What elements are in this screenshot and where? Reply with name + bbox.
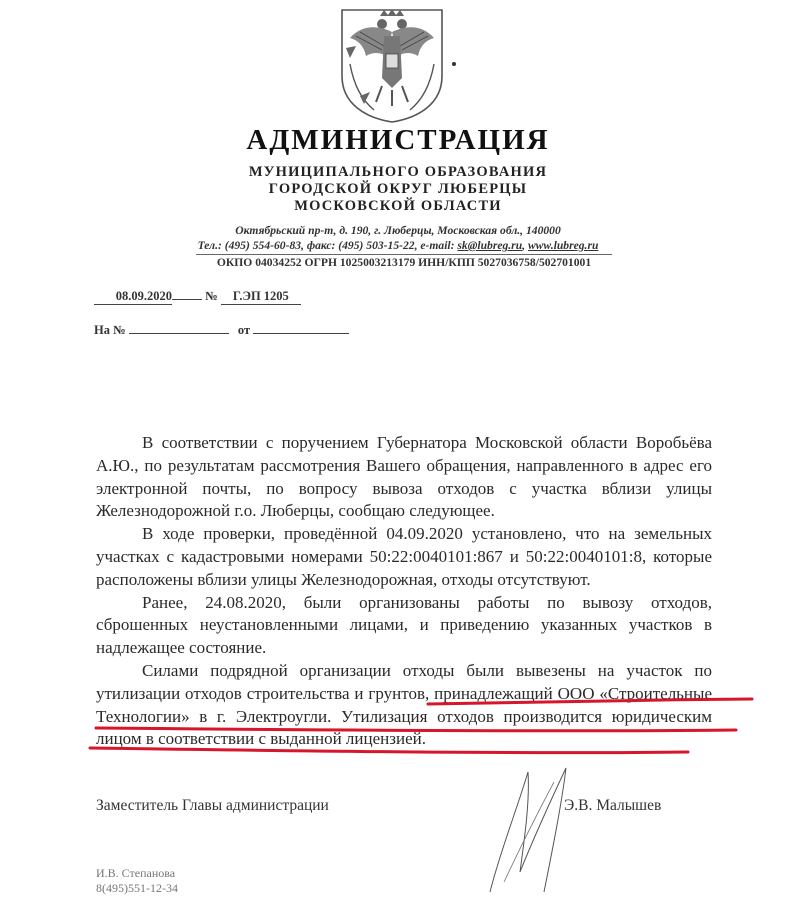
email-link[interactable]: sk@lubreg.ru — [457, 239, 523, 252]
from-label: от — [237, 323, 251, 337]
paragraph-3: Ранее, 24.08.2020, были организованы работы по вывозу отходов, сброшенных неустановленными лицами, и приведению указанных участков в надлежащее состояние. — [96, 592, 712, 658]
paragraph-4: Силами подрядной организации отходы были вывезены на участок по утилизации отходов строительства и грунтов, принадлежащий ООО «Строительные Технологии» в г. Электроугли. Утилизация отходов производится юридическим лицом в соответствии с выданной лицензией. — [96, 660, 712, 749]
outgoing-number: Г.ЭП 1205 — [221, 289, 301, 305]
signatory-position: Заместитель Главы администрации — [96, 797, 329, 814]
organization-subtitle-line-2: ГОРОДСКОЙ ОКРУГ ЛЮБЕРЦЫ — [268, 181, 528, 197]
postal-address: Октябрьский пр-т, д. 190, г. Люберцы, Московская обл., 140000 — [235, 224, 561, 237]
contacts-phone-fax: Тел.: (495) 554-60-83, факс: (495) 503-15-22, e-mail: — [197, 239, 455, 252]
reply-label: На № — [94, 323, 126, 337]
registration-codes: ОКПО 04034252 ОГРН 1025003213179 ИНН/КПП 5027036758/502701001 — [196, 254, 612, 269]
paragraph-1: В соответствии с поручением Губернатора Московской области Воробьёва А.Ю., по результатам рассмотрения Вашего обращения, направленного в адрес его электронной почты, по вопросу вывоза отходов с участка вблизи улицы Железнодорожной г.о. Люберцы, сообщаю следующее. — [96, 433, 712, 521]
executor-name: И.В. Степанова — [96, 866, 176, 880]
outgoing-date: 08.09.2020 — [94, 289, 172, 305]
signatory-name: Э.В. Малышев — [564, 797, 662, 814]
number-sign: № — [205, 289, 218, 303]
contacts-separator: , — [522, 239, 526, 252]
organization-title: АДМИНИСТРАЦИЯ — [246, 124, 550, 156]
paragraph-2: В ходе проверки, проведённой 04.09.2020 установлено, что на земельных участках с кадастровыми номерами 50:22:0040101:867 и 50:22:0040101:8, которые расположены вблизи улицы Железнодорожная, отходы отсутствуют. — [96, 524, 712, 589]
website-link[interactable]: www.lubreg.ru — [527, 239, 599, 252]
organization-subtitle-line-3: МОСКОВСКОЙ ОБЛАСТИ — [294, 198, 502, 214]
handwritten-signature — [470, 752, 590, 902]
executor-phone: 8(495)551-12-34 — [96, 881, 178, 895]
organization-subtitle-line-1: МУНИЦИПАЛЬНОГО ОБРАЗОВАНИЯ — [248, 164, 548, 180]
